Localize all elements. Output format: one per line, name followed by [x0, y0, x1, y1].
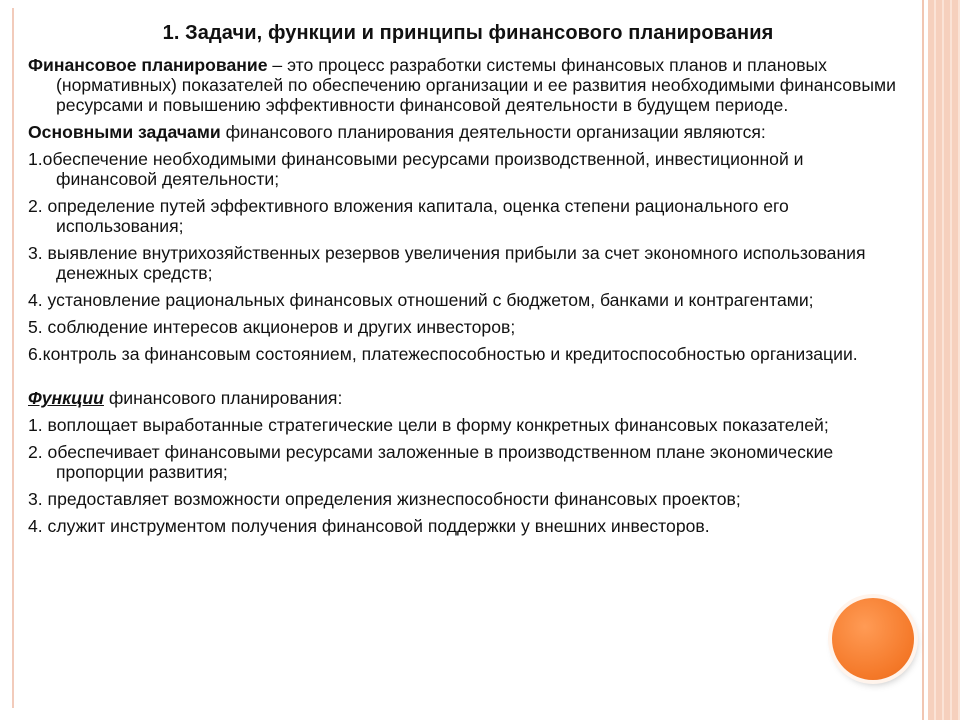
functions-intro-text: финансового планирования: [103, 388, 343, 408]
task-item: 2. определение путей эффективного вложения капитала, оценка степени рационального его использования; [28, 196, 789, 236]
functions-term: Функции [28, 388, 104, 408]
function-item: 1. воплощает выработанные стратегические цели в форму конкретных финансовых показателей; [28, 415, 829, 435]
orange-circle-decoration [832, 598, 914, 680]
task-item: 6.контроль за финансовым состоянием, платежеспособностью и кредитоспособностью организации. [28, 344, 858, 364]
task-item: 3. выявление внутрихозяйственных резервов увеличения прибыли за счет экономного использования денежных средств; [28, 243, 866, 283]
left-border-line [12, 8, 14, 708]
function-item: 3. предоставляет возможности определения жизнеспособности финансовых проектов; [28, 489, 741, 509]
tasks-intro [28, 122, 908, 142]
function-item: 2. обеспечивает финансовыми ресурсами заложенные в производственном плане экономические пропорции развития; [28, 442, 834, 482]
functions-intro [28, 388, 908, 408]
task-item: 4. установление рациональных финансовых отношений с бюджетом, банками и контрагентами; [28, 290, 814, 310]
right-border-line [922, 0, 924, 720]
slide-title: 1. Задачи, функции и принципы финансового планирования [162, 22, 774, 44]
right-decorative-stripes [928, 0, 960, 720]
definition-text: – это процесс разработки системы финансовых планов и плановых (нормативных) показателей по обеспечению организации и ее развития необходимыми финансовыми ресурсами и повышению эффективности финансовой деятельности в будущем периоде. [56, 55, 896, 115]
tasks-term: Основными задачами [28, 122, 221, 142]
function-item: 4. служит инструментом получения финансовой поддержки у внешних инвесторов. [28, 516, 710, 536]
tasks-intro-text: финансового планирования деятельности организации являются: [220, 122, 766, 142]
task-item: 1.обеспечение необходимыми финансовыми ресурсами производственной, инвестиционной и финансовой деятельности; [28, 149, 804, 189]
definition-paragraph [28, 55, 908, 115]
slide-content [28, 20, 908, 543]
task-item: 5. соблюдение интересов акционеров и других инвесторов; [28, 317, 516, 337]
definition-term: Финансовое планирование [28, 55, 268, 75]
